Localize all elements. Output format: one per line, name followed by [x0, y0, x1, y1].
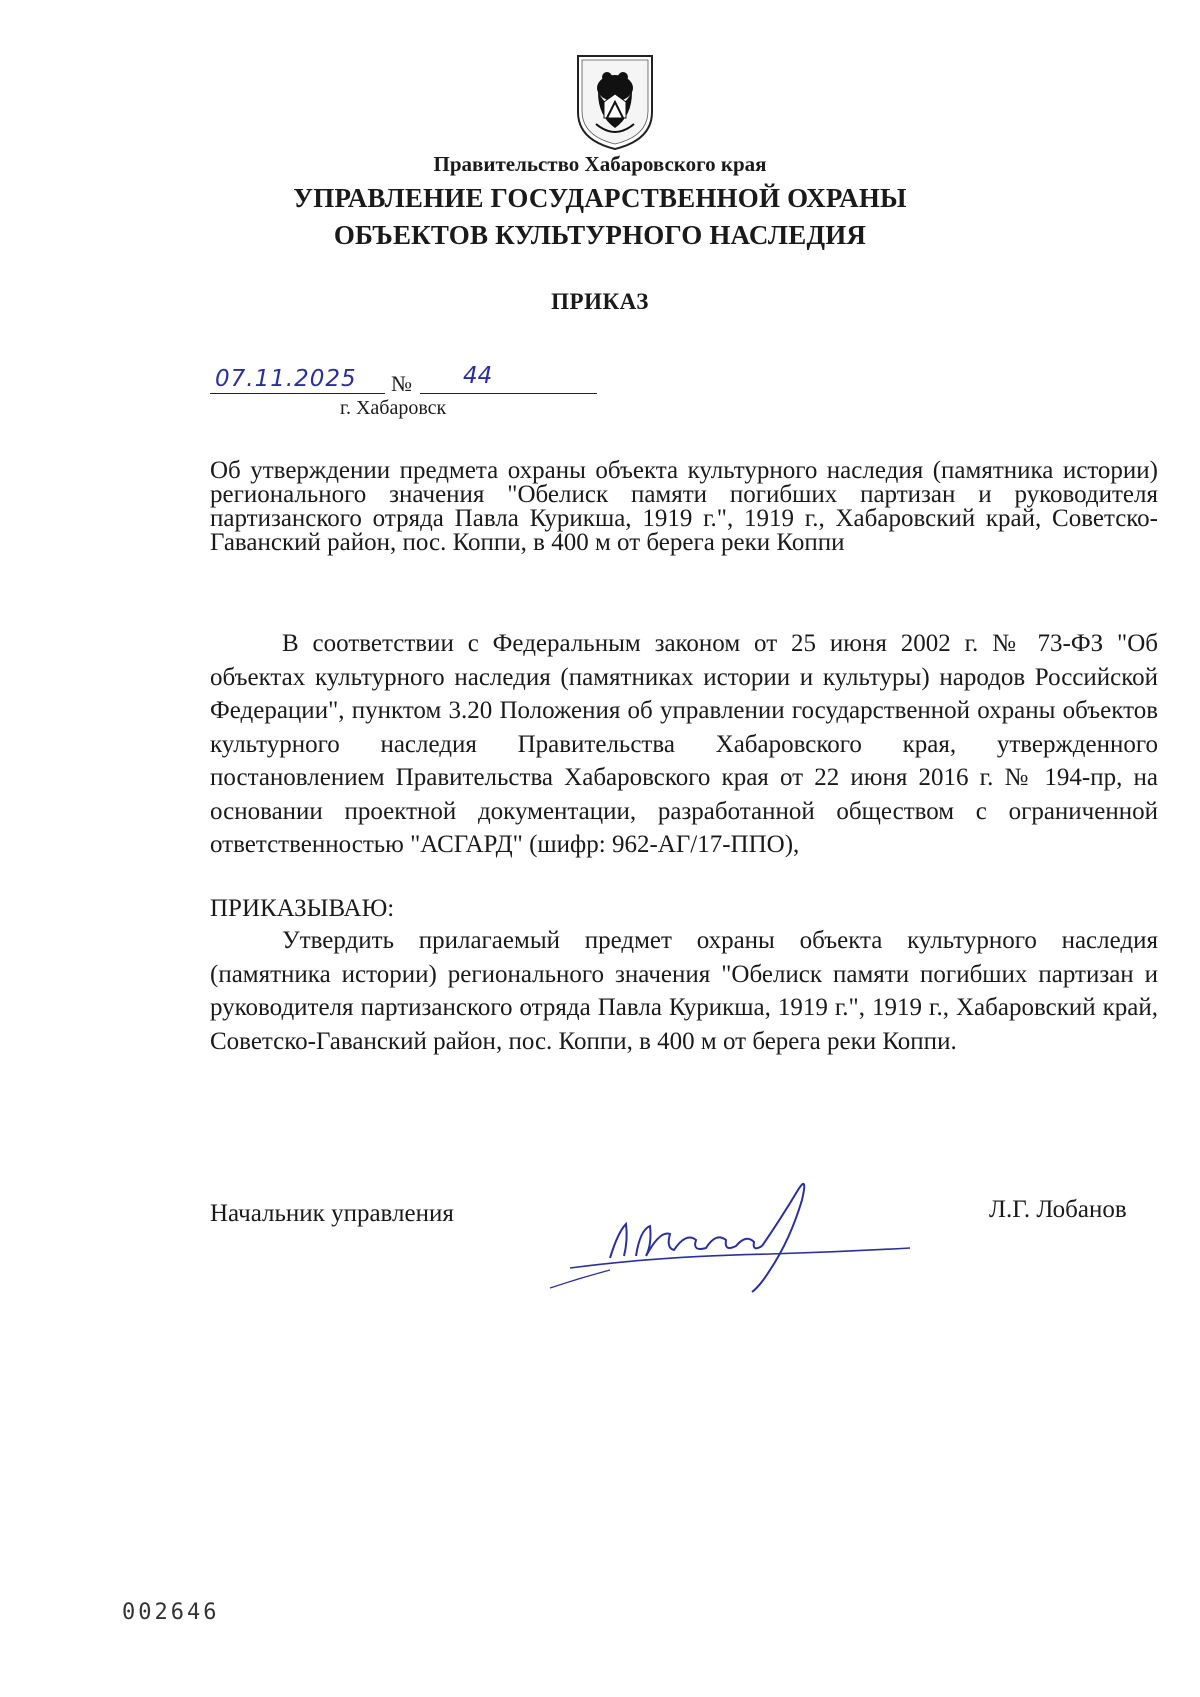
- order-subject: Об утверждении предмета охраны объекта культурного наследия (памятника истории) регионального значения "Обелиск памяти погибших партизан и руководителя партизанского отряда Павла Курикша, 1919 г.", 1919 г., Хабаровский край, Советско-Гаванский район, пос. Коппи, в 400 м от берега реки Коппи: [210, 457, 1158, 556]
- government-name: Правительство Хабаровского края: [433, 152, 767, 176]
- department-name-line1: УПРАВЛЕНИЕ ГОСУДАРСТВЕННОЙ ОХРАНЫ: [293, 183, 907, 213]
- order-city: г. Хабаровск: [340, 397, 447, 419]
- order-decision-paragraph: Утвердить прилагаемый предмет охраны объекта культурного наследия (памятника истории) регионального значения "Обелиск памяти погибших партизан и руководителя партизанского отряда Павла Курикша, 1919 г.", 1919 г., Хабаровский край, Советско-Гаванский район, пос. Коппи, в 400 м от берега реки Коппи.: [210, 927, 1158, 1055]
- order-basis-paragraph: В соответствии с Федеральным законом от 25 июня 2002 г. № 73-ФЗ "Об объектах культурного наследия (памятниках истории и культуры) народов Российской Федерации", пунктом 3.20 Положения об управлении государственной охраны объектов культурного наследия Правительства Хабаровского края, утвержденного постановлением Правительства Хабаровского края от 22 июня 2016 г. № 194-пр, на основании проектной документации, разработанной обществом с ограниченной ответственностью "АСГАРД" (шифр: 962-АГ/17-ППО),: [210, 630, 1158, 858]
- signatory-name: Л.Г. Лобанов: [989, 1196, 1127, 1223]
- handwritten-signature: [540, 1160, 940, 1300]
- registration-number: 002646: [122, 1600, 220, 1625]
- signatory-role: Начальник управления: [210, 1200, 454, 1227]
- order-title: ПРИКАЗ: [551, 289, 649, 314]
- order-number: 44: [463, 363, 493, 389]
- date-underline: [210, 393, 385, 394]
- department-name-line2: ОБЪЕКТОВ КУЛЬТУРНОГО НАСЛЕДИЯ: [333, 220, 867, 250]
- number-sign: №: [391, 371, 412, 396]
- khabarovsk-coat-of-arms-icon: [574, 52, 656, 152]
- order-date: 07.11.2025: [215, 366, 357, 392]
- number-underline: [420, 393, 597, 394]
- order-directive-word: ПРИКАЗЫВАЮ:: [210, 895, 395, 922]
